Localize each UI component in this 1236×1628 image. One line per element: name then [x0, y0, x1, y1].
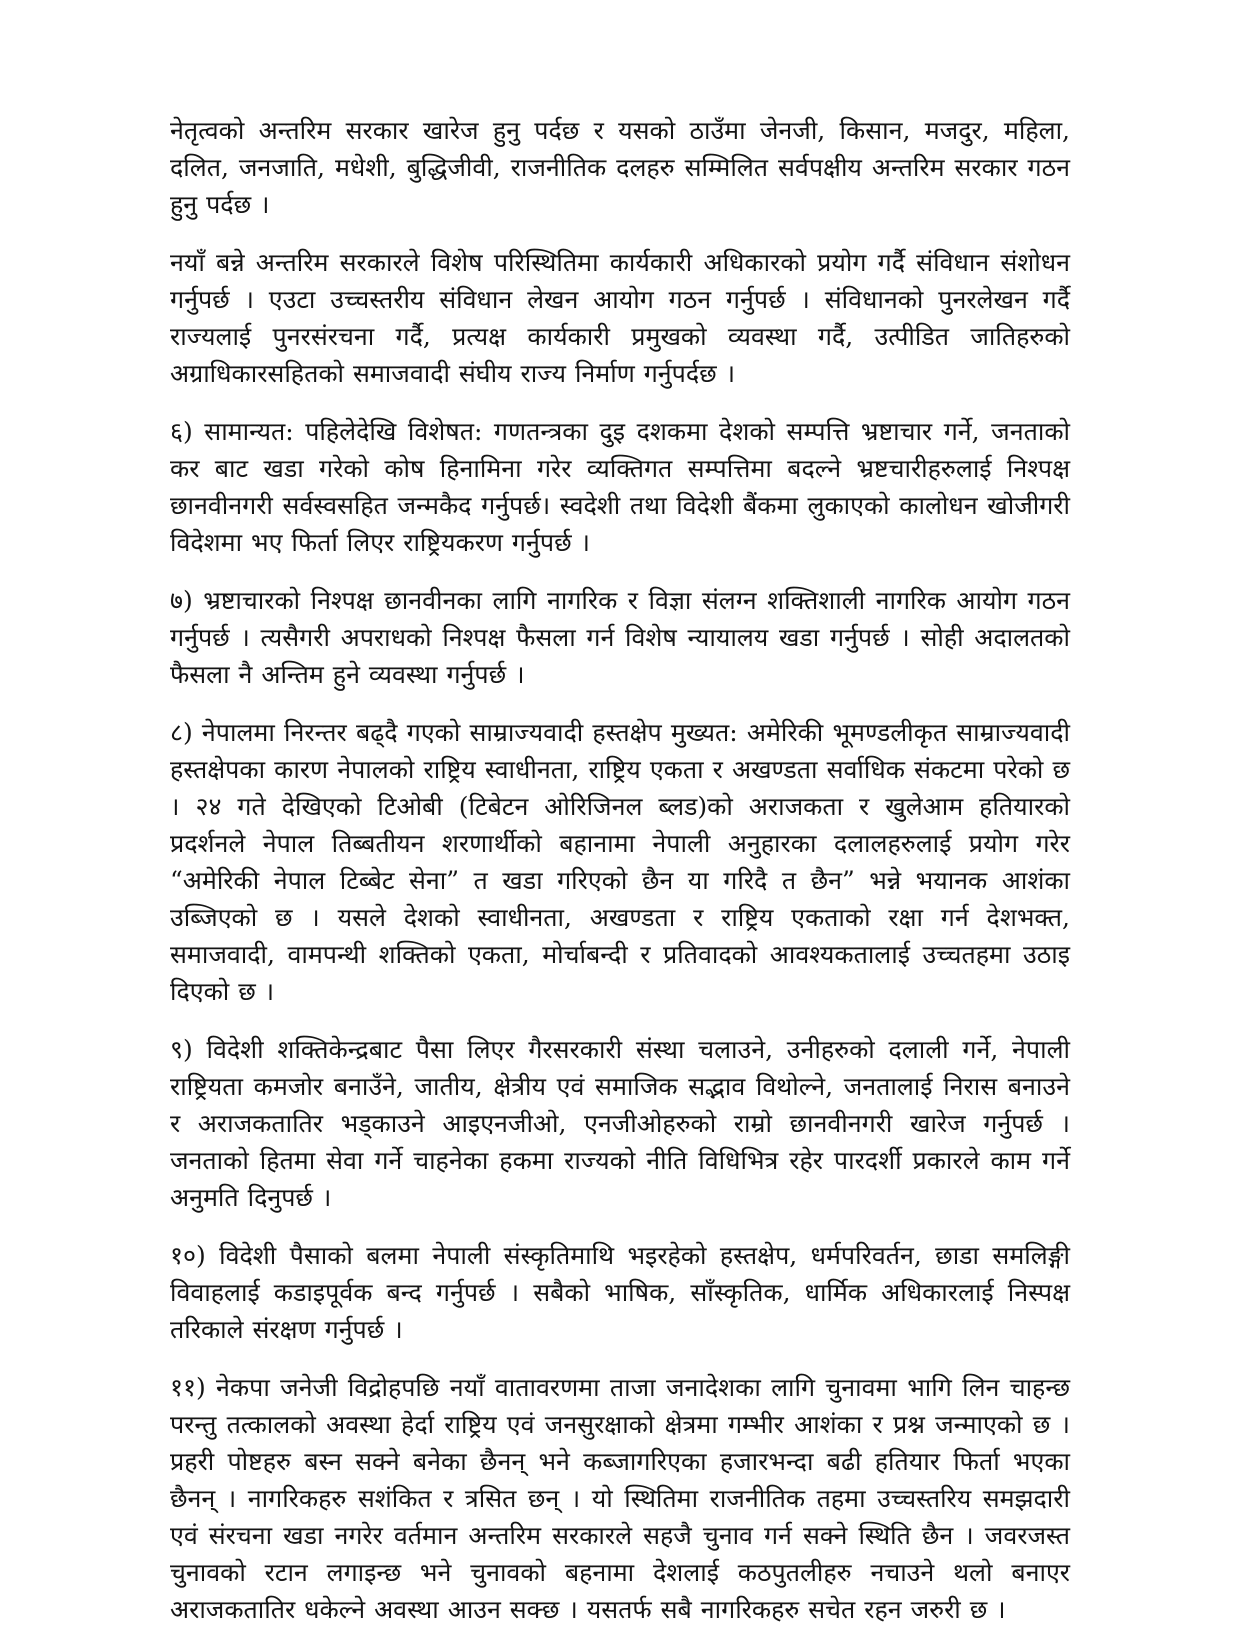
paragraph-point-10-culture-protection: १०) विदेशी पैसाको बलमा नेपाली संस्कृतिमाथि भइरहेको हस्तक्षेप, धर्मपरिवर्तन, छाडा समलिङ्गी विवाहलाई कडाइपूर्वक बन्द गर्नुपर्छ । सबैको भाषिक, साँस्कृतिक, धार्मिक अधिकारलाई निस्पक्ष तरिकाले संरक्षण गर्नुपर्छ ।: [170, 1241, 1070, 1344]
paragraph-point-11-election: ११) नेकपा जनेजी विद्रोहपछि नयाँ वातावरणमा ताजा जनादेशका लागि चुनावमा भागि लिन चाहन्छ परन्तु तत्कालको अवस्था हेर्दा राष्ट्रिय एवं जनसुरक्षाको क्षेत्रमा गम्भीर आशंका र प्रश्न जन्माएको छ । प्रहरी पोष्टहरु बस्न सक्ने बनेका छैनन् भने कब्जागरिएका हजारभन्दा बढी हतियार फिर्ता भएका छैनन् । नागरिकहरु सशंकित र त्रसित छन् । यो स्थितिमा राजनीतिक तहमा उच्चस्तरिय समझदारी एवं संरचना खडा नगरेर वर्तमान अन्तरिम सरकारले सहजै चुनाव गर्न सक्ने स्थिति छैन । जवरजस्त चुनावको रटान लगाइन्छ भने चुनावको बहनामा देशलाई कठपुतलीहरु नचाउने थलो बनाएर अराजकतातिर धकेल्ने अवस्था आउन सक्छ । यसतर्फ सबै नागरिकहरु सचेत रहन जरुरी छ ।: [170, 1373, 1070, 1624]
paragraph-point-6-corruption: ६) सामान्यत: पहिलेदेखि विशेषत: गणतन्त्रका दुइ दशकमा देशको सम्पत्ति भ्रष्टाचार गर्ने, जनताको कर बाट खडा गरेको कोष हिनामिना गरेर व्यक्तिगत सम्पत्तिमा बदल्ने भ्रष्टचारीहरुलाई निश्पक्ष छानवीनगरी सर्वस्वसहित जन्मकैद गर्नुपर्छ। स्वदेशी तथा विदेशी बैंकमा लुकाएको कालोधन खोजीगरी विदेशमा भए फिर्ता लिएर राष्ट्रियकरण गर्नुपर्छ ।: [170, 417, 1070, 557]
paragraph-leadership-interim-govt: नेतृत्वको अन्तरिम सरकार खारेज हुनु पर्दछ र यसको ठाउँमा जेनजी, किसान, मजदुर, महिला, दलित, जनजाति, मधेशी, बुद्धिजीवी, राजनीतिक दलहरु सम्मिलित सर्वपक्षीय अन्तरिम सरकार गठन हुनु पर्दछ ।: [170, 116, 1070, 219]
paragraph-point-7-citizen-commission: ७) भ्रष्टाचारको निश्पक्ष छानवीनका लागि नागरिक र विज्ञा संलग्न शक्तिशाली नागरिक आयोग गठन गर्नुपर्छ । त्यसैगरी अपराधको निश्पक्ष फैसला गर्न विशेष न्यायालय खडा गर्नुपर्छ । सोही अदालतको फैसला नै अन्तिम हुने व्यवस्था गर्नुपर्छ ।: [170, 586, 1070, 689]
paragraph-point-9-ingo-ngo: ९) विदेशी शक्तिकेन्द्रबाट पैसा लिएर गैरसरकारी संस्था चलाउने, उनीहरुको दलाली गर्ने, नेपाली राष्ट्रियता कमजोर बनाउँने, जातीय, क्षेत्रीय एवं समाजिक सद्भाव विथोल्ने, जनतालाई निरास बनाउने र अराजकतातिर भड्काउने आइएनजीओ, एनजीओहरुको राम्रो छानवीनगरी खारेज गर्नुपर्छ । जनताको हितमा सेवा गर्ने चाहनेका हकमा राज्यको नीति विधिभित्र रहेर पारदर्शी प्रकारले काम गर्ने अनुमति दिनुपर्छ ।: [170, 1035, 1070, 1212]
paragraph-point-8-imperialist-interference: ८) नेपालमा निरन्तर बढ्दै गएको साम्राज्यवादी हस्तक्षेप मुख्यत: अमेरिकी भूमण्डलीकृत साम्राज्यवादी हस्तक्षेपका कारण नेपालको राष्ट्रिय स्वाधीनता, राष्ट्रिय एकता र अखण्डता सर्वाधिक संकटमा परेको छ । २४ गते देखिएको टिओबी (टिबेटन ओरिजिनल ब्लड)को अराजकता र खुलेआम हतियारको प्रदर्शनले नेपाल तिब्बतीयन शरणार्थीको बहानामा नेपाली अनुहारका दलालहरुलाई प्रयोग गरेर “अमेरिकी नेपाल टिब्बेट सेना” त खडा गरिएको छैन या गरिदै त छैन” भन्ने भयानक आशंका उब्जिएको छ । यसले देशको स्वाधीनता, अखण्डता र राष्ट्रिय एकताको रक्षा गर्न देशभक्त, समाजवादी, वामपन्थी शक्तिको एकता, मोर्चाबन्दी र प्रतिवादको आवश्यकतालाई उच्चतहमा उठाइ दिएको छ ।: [170, 718, 1070, 1006]
paragraph-new-interim-govt-constitution: नयाँ बन्ने अन्तरिम सरकारले विशेष परिस्थितिमा कार्यकारी अधिकारको प्रयोग गर्दै संविधान संशोधन गर्नुपर्छ । एउटा उच्चस्तरीय संविधान लेखन आयोग गठन गर्नुपर्छ । संविधानको पुनरलेखन गर्दै राज्यलाई पुनरसंरचना गर्दै, प्रत्यक्ष कार्यकारी प्रमुखको व्यवस्था गर्दै, उत्पीडित जातिहरुको अग्राधिकारसहितको समाजवादी संघीय राज्य निर्माण गर्नुपर्दछ ।: [170, 248, 1070, 388]
